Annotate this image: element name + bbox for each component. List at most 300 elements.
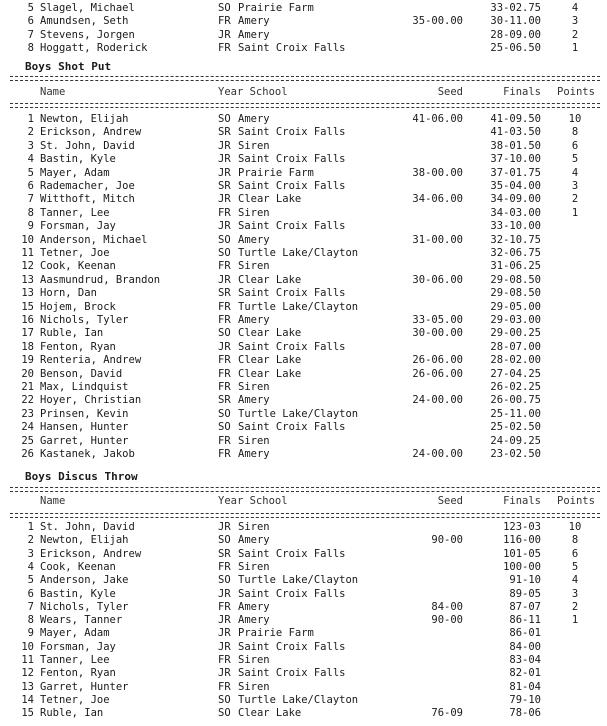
table-row [0, 247, 607, 260]
table-row [0, 521, 607, 534]
cell-finals: 83-04 [509, 654, 541, 666]
cell-place: 17 [21, 327, 34, 340]
cell-name: Bastin, Kyle [40, 587, 116, 600]
cell-school: Saint Croix Falls [238, 41, 346, 54]
cell-name: Witthoft, Mitch [40, 193, 135, 206]
cell-year: SR [218, 287, 231, 300]
cell-school: Saint Croix Falls [238, 180, 346, 192]
cell-finals: 23-02.50 [490, 448, 541, 460]
cell-year: FR [218, 560, 231, 573]
header-finals: Finals [503, 495, 541, 507]
cell-year: FR [218, 41, 231, 54]
cell-finals: 34-09.00 [490, 193, 541, 206]
cell-points: 1 [571, 206, 579, 219]
cell-name: Tanner, Lee [40, 654, 110, 666]
cell-finals: 35-04.00 [490, 180, 541, 192]
cell-place: 8 [27, 206, 34, 219]
header-points: Points [557, 86, 595, 98]
cell-place: 5 [27, 166, 34, 179]
header-rule [10, 76, 600, 81]
cell-name: Wears, Tanner [40, 614, 123, 627]
cell-year: SO [218, 574, 231, 587]
cell-place: 5 [27, 2, 34, 14]
cell-year: SO [218, 247, 231, 259]
cell-finals: 28-02.00 [490, 354, 541, 367]
cell-points: 3 [571, 180, 579, 192]
cell-year: FR [218, 260, 231, 273]
cell-place: 21 [21, 381, 34, 393]
cell-points: 6 [571, 547, 579, 560]
cell-place: 19 [21, 354, 34, 367]
header-year-school: Year School [218, 495, 288, 507]
cell-seed: 30-06.00 [412, 273, 463, 286]
cell-name: Garret, Hunter [40, 680, 129, 693]
cell-points: 1 [571, 614, 579, 627]
cell-year: FR [218, 434, 231, 447]
cell-seed: 84-00 [431, 600, 463, 613]
cell-seed: 24-00.00 [412, 394, 463, 407]
cell-school: Saint Croix Falls [238, 220, 346, 233]
header-points: Points [557, 495, 595, 507]
cell-name: Hoggatt, Roderick [40, 41, 148, 54]
cell-year: SO [218, 113, 231, 125]
table-row [0, 381, 607, 394]
table-row [0, 287, 607, 300]
cell-place: 8 [27, 41, 34, 54]
cell-place: 3 [27, 547, 34, 560]
cell-school: Clear Lake [238, 707, 302, 720]
cell-finals: 28-07.00 [490, 340, 541, 353]
cell-place: 20 [21, 367, 34, 380]
cell-year: SO [218, 693, 231, 706]
cell-school: Saint Croix Falls [238, 126, 346, 139]
cell-year: SR [218, 547, 231, 560]
cell-name: Horn, Dan [40, 287, 97, 300]
cell-year: FR [218, 206, 231, 219]
cell-finals: 86-11 [509, 614, 541, 627]
cell-school: Saint Croix Falls [238, 667, 346, 680]
cell-place: 13 [21, 680, 34, 693]
cell-place: 9 [27, 627, 34, 640]
cell-year: JR [218, 640, 231, 653]
cell-finals: 37-01.75 [490, 166, 541, 179]
table-row [0, 29, 607, 42]
cell-place: 10 [21, 233, 34, 246]
cell-finals: 29-03.00 [490, 314, 541, 326]
cell-finals: 38-01.50 [490, 139, 541, 152]
cell-place: 14 [21, 693, 34, 706]
cell-name: Garret, Hunter [40, 434, 129, 447]
cell-school: Siren [238, 381, 270, 393]
cell-year: JR [218, 139, 231, 152]
cell-place: 9 [27, 220, 34, 233]
cell-name: Mayer, Adam [40, 627, 110, 640]
cell-name: Hansen, Hunter [40, 421, 129, 434]
cell-year: FR [218, 354, 231, 367]
cell-school: Saint Croix Falls [238, 421, 346, 434]
cell-name: Max, Lindquist [40, 381, 129, 393]
cell-finals: 89-05 [509, 587, 541, 600]
table-row [0, 180, 607, 193]
cell-place: 3 [27, 139, 34, 152]
cell-place: 7 [27, 28, 34, 41]
cell-name: Amundsen, Seth [40, 15, 129, 28]
cell-school: Siren [238, 434, 270, 447]
cell-place: 25 [21, 434, 34, 447]
cell-year: SO [218, 421, 231, 434]
cell-school: Amery [238, 28, 270, 41]
cell-place: 10 [21, 640, 34, 653]
table-row [0, 667, 607, 680]
cell-school: Amery [238, 600, 270, 613]
cell-finals: 100-00 [503, 560, 541, 573]
cell-place: 23 [21, 407, 34, 420]
cell-points: 8 [571, 534, 579, 547]
cell-school: Saint Croix Falls [238, 587, 346, 600]
table-row [0, 368, 607, 381]
table-row [0, 234, 607, 247]
cell-year: SR [218, 394, 231, 407]
cell-finals: 123-03 [503, 521, 541, 533]
cell-place: 15 [21, 707, 34, 720]
cell-points: 6 [571, 139, 579, 152]
header-rule [10, 103, 600, 108]
cell-finals: 91-10 [509, 574, 541, 587]
cell-year: SR [218, 126, 231, 139]
cell-points: 10 [568, 521, 582, 533]
cell-finals: 101-05 [503, 547, 541, 560]
cell-finals: 29-08.50 [490, 273, 541, 286]
cell-finals: 29-05.00 [490, 300, 541, 313]
cell-seed: 76-09 [431, 707, 463, 720]
cell-place: 7 [27, 600, 34, 613]
cell-name: St. John, David [40, 139, 135, 152]
cell-place: 2 [27, 126, 34, 139]
table-row [0, 207, 607, 220]
cell-place: 24 [21, 421, 34, 434]
cell-school: Amery [238, 394, 270, 407]
table-row [0, 588, 607, 601]
cell-name: Ruble, Ian [40, 707, 104, 720]
cell-name: Cook, Keenan [40, 560, 116, 573]
cell-school: Prairie Farm [238, 166, 314, 179]
cell-points: 8 [571, 126, 579, 139]
cell-name: Tanner, Lee [40, 206, 110, 219]
cell-school: Siren [238, 206, 270, 219]
cell-school: Prairie Farm [238, 627, 314, 640]
cell-school: Turtle Lake/Clayton [238, 693, 359, 706]
cell-year: JR [218, 521, 231, 533]
column-header [0, 86, 607, 99]
cell-finals: 25-02.50 [490, 421, 541, 434]
cell-seed: 31-00.00 [412, 233, 463, 246]
cell-finals: 41-09.50 [490, 113, 541, 125]
cell-year: FR [218, 300, 231, 313]
cell-school: Turtle Lake/Clayton [238, 247, 359, 259]
cell-finals: 84-00 [509, 640, 541, 653]
cell-finals: 79-10 [509, 693, 541, 706]
cell-seed: 34-06.00 [412, 193, 463, 206]
cell-year: SO [218, 2, 231, 14]
cell-name: Anderson, Michael [40, 233, 148, 246]
cell-year: FR [218, 680, 231, 693]
cell-finals: 30-11.00 [490, 15, 541, 28]
table-row [0, 707, 607, 720]
cell-school: Siren [238, 560, 270, 573]
table-row [0, 274, 607, 287]
cell-school: Clear Lake [238, 354, 302, 367]
table-row [0, 140, 607, 153]
cell-school: Saint Croix Falls [238, 547, 346, 560]
column-header [0, 495, 607, 508]
cell-name: Newton, Elijah [40, 113, 129, 125]
cell-place: 4 [27, 153, 34, 166]
table-row [0, 421, 607, 434]
cell-place: 5 [27, 574, 34, 587]
cell-year: JR [218, 614, 231, 627]
cell-seed: 33-05.00 [412, 314, 463, 326]
header-finals: Finals [503, 86, 541, 98]
cell-year: FR [218, 367, 231, 380]
cell-school: Clear Lake [238, 367, 302, 380]
cell-year: JR [218, 340, 231, 353]
table-row [0, 126, 607, 139]
cell-place: 6 [27, 587, 34, 600]
cell-year: JR [218, 667, 231, 680]
cell-finals: 31-06.25 [490, 260, 541, 273]
cell-points: 4 [571, 2, 579, 14]
table-row [0, 627, 607, 640]
header-seed: Seed [437, 86, 463, 98]
cell-school: Amery [238, 614, 270, 627]
cell-place: 18 [21, 340, 34, 353]
cell-finals: 33-10.00 [490, 220, 541, 233]
table-row [0, 681, 607, 694]
table-row [0, 641, 607, 654]
cell-points: 2 [571, 600, 579, 613]
cell-place: 11 [21, 247, 34, 259]
cell-year: JR [218, 220, 231, 233]
cell-name: Renteria, Andrew [40, 354, 142, 367]
cell-finals: 82-01 [509, 667, 541, 680]
cell-year: SO [218, 327, 231, 340]
cell-year: FR [218, 314, 231, 326]
cell-name: Aasmundrud, Brandon [40, 273, 161, 286]
table-row [0, 534, 607, 547]
cell-name: Kastanek, Jakob [40, 448, 135, 460]
header-name: Name [40, 86, 66, 98]
cell-seed: 26-06.00 [412, 367, 463, 380]
cell-place: 6 [27, 15, 34, 28]
cell-name: Rademacher, Joe [40, 180, 135, 192]
event-title-discus: Boys Discus Throw [25, 470, 138, 483]
cell-name: Nichols, Tyler [40, 600, 129, 613]
cell-finals: 33-02.75 [490, 2, 541, 14]
table-row [0, 314, 607, 327]
cell-school: Saint Croix Falls [238, 340, 346, 353]
table-row [0, 341, 607, 354]
table-row [0, 394, 607, 407]
cell-name: Mayer, Adam [40, 166, 110, 179]
cell-finals: 86-01 [509, 627, 541, 640]
cell-place: 22 [21, 394, 34, 407]
table-row [0, 354, 607, 367]
cell-finals: 81-04 [509, 680, 541, 693]
cell-seed: 35-00.00 [412, 15, 463, 28]
cell-points: 2 [571, 28, 579, 41]
cell-place: 8 [27, 614, 34, 627]
cell-school: Siren [238, 139, 270, 152]
table-row [0, 435, 607, 448]
cell-year: JR [218, 166, 231, 179]
cell-name: Fenton, Ryan [40, 667, 116, 680]
cell-year: JR [218, 193, 231, 206]
cell-name: Forsman, Jay [40, 220, 116, 233]
cell-school: Turtle Lake/Clayton [238, 300, 359, 313]
cell-school: Prairie Farm [238, 2, 314, 14]
cell-year: JR [218, 28, 231, 41]
cell-place: 12 [21, 260, 34, 273]
cell-year: SO [218, 707, 231, 720]
cell-points: 4 [571, 574, 579, 587]
cell-name: Tetner, Joe [40, 693, 110, 706]
cell-finals: 29-08.50 [490, 287, 541, 300]
cell-name: Bastin, Kyle [40, 153, 116, 166]
cell-place: 11 [21, 654, 34, 666]
table-row [0, 167, 607, 180]
cell-school: Amery [238, 314, 270, 326]
cell-points: 10 [568, 113, 582, 125]
table-row [0, 448, 607, 461]
cell-school: Siren [238, 654, 270, 666]
cell-finals: 34-03.00 [490, 206, 541, 219]
table-row [0, 2, 607, 15]
cell-name: Cook, Keenan [40, 260, 116, 273]
cell-year: FR [218, 381, 231, 393]
table-row [0, 408, 607, 421]
table-row [0, 694, 607, 707]
cell-points: 4 [571, 166, 579, 179]
table-row [0, 654, 607, 667]
cell-school: Amery [238, 448, 270, 460]
cell-finals: 27-04.25 [490, 367, 541, 380]
cell-name: Fenton, Ryan [40, 340, 116, 353]
cell-name: Hojem, Brock [40, 300, 116, 313]
table-row [0, 561, 607, 574]
cell-finals: 37-10.00 [490, 153, 541, 166]
cell-place: 16 [21, 314, 34, 326]
cell-school: Amery [238, 15, 270, 28]
cell-year: FR [218, 654, 231, 666]
cell-seed: 90-00 [431, 534, 463, 547]
table-row [0, 15, 607, 28]
cell-school: Siren [238, 260, 270, 273]
cell-finals: 26-02.25 [490, 381, 541, 393]
table-row [0, 327, 607, 340]
cell-place: 12 [21, 667, 34, 680]
cell-year: SR [218, 180, 231, 192]
cell-place: 7 [27, 193, 34, 206]
table-row [0, 601, 607, 614]
table-row [0, 193, 607, 206]
cell-seed: 41-06.00 [412, 113, 463, 125]
cell-school: Amery [238, 113, 270, 125]
cell-school: Turtle Lake/Clayton [238, 407, 359, 420]
cell-points: 5 [571, 560, 579, 573]
header-name: Name [40, 495, 66, 507]
cell-finals: 28-09.00 [490, 28, 541, 41]
cell-place: 1 [27, 113, 34, 125]
cell-year: FR [218, 448, 231, 460]
header-year-school: Year School [218, 86, 288, 98]
cell-school: Turtle Lake/Clayton [238, 574, 359, 587]
cell-name: St. John, David [40, 521, 135, 533]
table-row [0, 220, 607, 233]
cell-name: Erickson, Andrew [40, 126, 142, 139]
cell-year: JR [218, 587, 231, 600]
cell-place: 13 [21, 273, 34, 286]
cell-name: Hoyer, Christian [40, 394, 142, 407]
cell-year: FR [218, 600, 231, 613]
cell-place: 6 [27, 180, 34, 192]
cell-finals: 78-06 [509, 707, 541, 720]
cell-seed: 38-00.00 [412, 166, 463, 179]
cell-school: Amery [238, 233, 270, 246]
cell-year: FR [218, 15, 231, 28]
cell-finals: 24-09.25 [490, 434, 541, 447]
cell-school: Clear Lake [238, 327, 302, 340]
cell-school: Saint Croix Falls [238, 287, 346, 300]
cell-year: JR [218, 627, 231, 640]
cell-finals: 41-03.50 [490, 126, 541, 139]
table-row [0, 153, 607, 166]
header-rule [10, 487, 600, 492]
cell-finals: 25-06.50 [490, 41, 541, 54]
cell-school: Amery [238, 534, 270, 547]
cell-year: JR [218, 273, 231, 286]
cell-finals: 87-07 [509, 600, 541, 613]
cell-name: Ruble, Ian [40, 327, 104, 340]
table-row [0, 42, 607, 55]
cell-finals: 26-00.75 [490, 394, 541, 407]
cell-seed: 90-00 [431, 614, 463, 627]
cell-school: Saint Croix Falls [238, 640, 346, 653]
cell-finals: 29-00.25 [490, 327, 541, 340]
cell-place: 1 [27, 521, 34, 533]
header-rule [10, 513, 600, 518]
table-row [0, 614, 607, 627]
cell-school: Clear Lake [238, 193, 302, 206]
cell-year: JR [218, 153, 231, 166]
cell-finals: 116-00 [503, 534, 541, 547]
cell-year: SO [218, 233, 231, 246]
cell-name: Anderson, Jake [40, 574, 129, 587]
table-row [0, 301, 607, 314]
table-row [0, 574, 607, 587]
cell-name: Prinsen, Kevin [40, 407, 129, 420]
cell-name: Erickson, Andrew [40, 547, 142, 560]
cell-points: 1 [571, 41, 579, 54]
cell-place: 13 [21, 287, 34, 300]
cell-name: Slagel, Michael [40, 2, 135, 14]
cell-place: 4 [27, 560, 34, 573]
cell-name: Stevens, Jorgen [40, 28, 135, 41]
cell-points: 5 [571, 153, 579, 166]
cell-place: 15 [21, 300, 34, 313]
cell-place: 26 [21, 448, 34, 460]
cell-place: 2 [27, 534, 34, 547]
cell-year: SO [218, 407, 231, 420]
